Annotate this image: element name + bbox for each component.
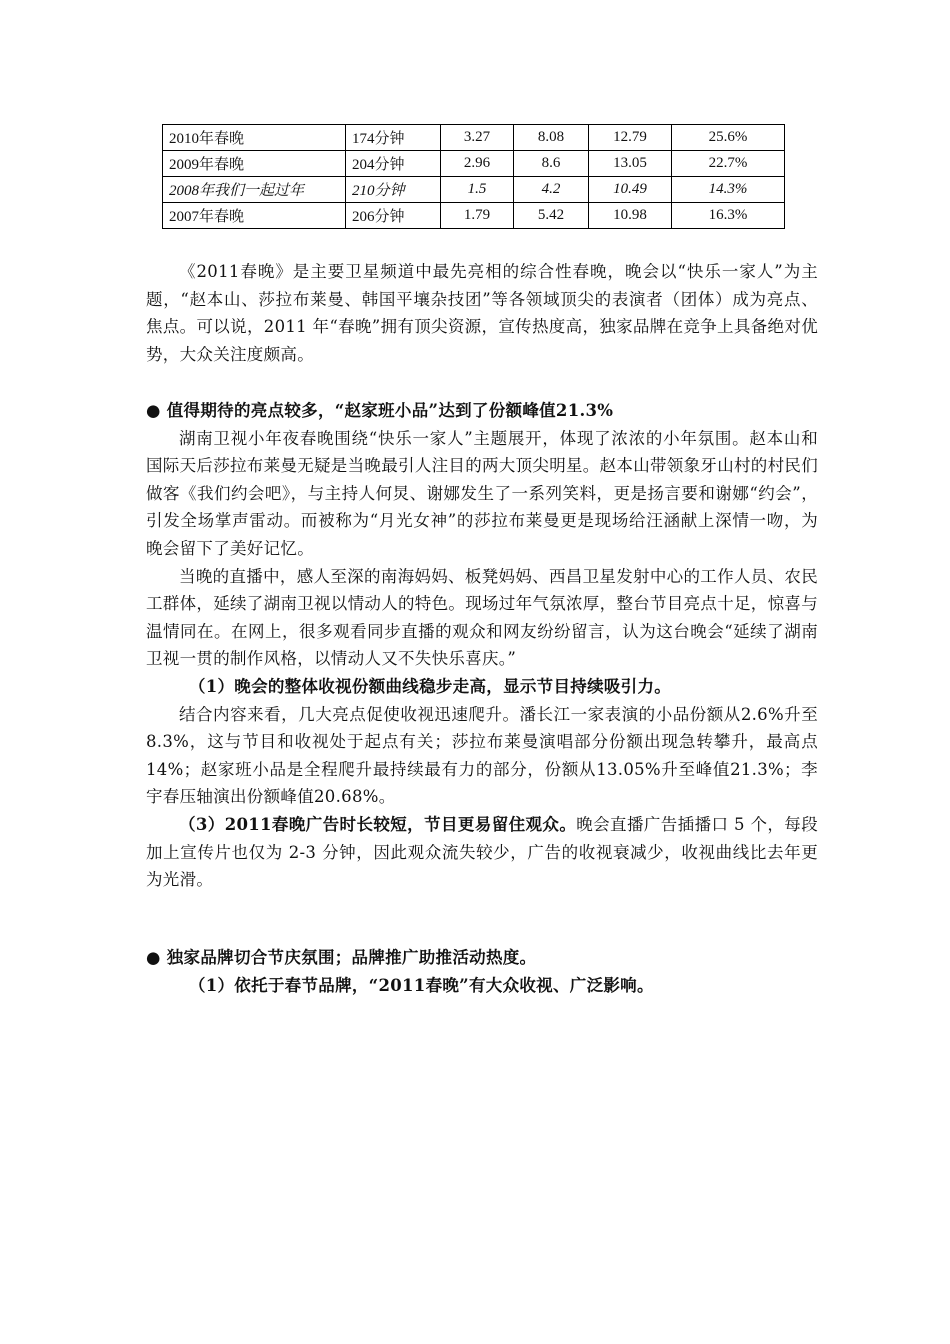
table-row [163, 125, 785, 151]
table-cell-value: 1.79 [441, 203, 514, 229]
ratings-table-body [163, 125, 785, 229]
table-cell-value: 2.96 [441, 151, 514, 177]
table-cell-duration: 206分钟 [346, 203, 441, 229]
subheading-inline: （3）2011春晚广告时长较短，节目更易留住观众。 [179, 814, 577, 834]
section-highlights [146, 397, 818, 894]
subheading: （1）晚会的整体收视份额曲线稳步走高，显示节目持续吸引力。 [188, 676, 672, 696]
table-cell-value: 3.27 [441, 125, 514, 151]
ratings-table [162, 124, 785, 229]
table-cell-name: 2010年春晚 [163, 125, 346, 151]
section-heading: ● 值得期待的亮点较多，“赵家班小品”达到了份额峰值21.3% [146, 401, 614, 420]
table-cell-value: 8.6 [514, 151, 589, 177]
table-cell-duration: 204分钟 [346, 151, 441, 177]
table-cell-value: 8.08 [514, 125, 589, 151]
table-cell-value: 10.98 [589, 203, 672, 229]
table-cell-value: 13.05 [589, 151, 672, 177]
table-row [163, 203, 785, 229]
paragraph-text: 晚会直播广告插播口 5 个，每段加上宣传片也仅为 2-3 分钟，因此观众流失较少，广告的收视衰减少，收视曲线比去年更为光滑。 [146, 814, 818, 890]
table-cell-name: 2008年我们一起过年 [163, 177, 346, 203]
table-cell-value: 5.42 [514, 203, 589, 229]
body-paragraph: 当晚的直播中，感人至深的南海妈妈、板凳妈妈、西昌卫星发射中心的工作人员、农民工群体，延续了湖南卫视以情动人的特色。现场过年气氛浓厚，整台节目亮点十足，惊喜与温情同在。在网上，很多观看同步直播的观众和网友纷纷留言，认为这台晚会“延续了湖南卫视一贯的制作风格，以情动人又不失快乐喜庆。” [146, 566, 818, 669]
body-paragraph: 湖南卫视小年夜春晚围绕“快乐一家人”主题展开，体现了浓浓的小年氛围。赵本山和国际天后莎拉布莱曼无疑是当晚最引人注目的两大顶尖明星。赵本山带领象牙山村的村民们做客《我们约会吧》，与主持人何炅、谢娜发生了一系列笑料，更是扬言要和谢娜“约会”，引发全场掌声雷动。而被称为“月光女神”的莎拉布莱曼更是现场给汪涵献上深情一吻，为晚会留下了美好记忆。 [146, 428, 818, 558]
table-cell-value: 10.49 [589, 177, 672, 203]
intro-paragraph: 《2011春晚》是主要卫星频道中最先亮相的综合性春晚，晚会以“快乐一家人”为主题，“赵本山、莎拉布莱曼、韩国平壤杂技团”等各领域顶尖的表演者（团体）成为亮点、焦点。可以说，2011 年“春晚”拥有顶尖资源，宣传热度高，独家品牌在竞争上具备绝对优势，大众关注度颇高。 [146, 262, 818, 364]
body-paragraph [146, 811, 818, 894]
table-cell-value: 1.5 [441, 177, 514, 203]
intro-block [146, 258, 818, 368]
table-cell-value: 14.3% [672, 177, 785, 203]
body-paragraph: 结合内容来看，几大亮点促使收视迅速爬升。潘长江一家表演的小品份额从2.6%升至8.3%，这与节目和收视处于起点有关；莎拉布莱曼演唱部分份额出现急转攀升，最高点14%；赵家班小品是全程爬升最持续最有力的部分，份额从13.05%升至峰值21.3%；李宇春压轴演出份额峰值20.68%。 [146, 704, 818, 807]
table-cell-value: 22.7% [672, 151, 785, 177]
section-brand [146, 944, 818, 999]
table-cell-duration: 174分钟 [346, 125, 441, 151]
table-cell-value: 4.2 [514, 177, 589, 203]
subheading: （1）依托于春节品牌，“2011春晚”有大众收视、广泛影响。 [188, 975, 654, 995]
table-cell-value: 25.6% [672, 125, 785, 151]
table-row [163, 151, 785, 177]
table-cell-name: 2009年春晚 [163, 151, 346, 177]
table-row [163, 177, 785, 203]
table-cell-value: 12.79 [589, 125, 672, 151]
table-cell-value: 16.3% [672, 203, 785, 229]
table-cell-name: 2007年春晚 [163, 203, 346, 229]
section-heading: ● 独家品牌切合节庆氛围；品牌推广助推活动热度。 [146, 948, 537, 967]
table-cell-duration: 210分钟 [346, 177, 441, 203]
